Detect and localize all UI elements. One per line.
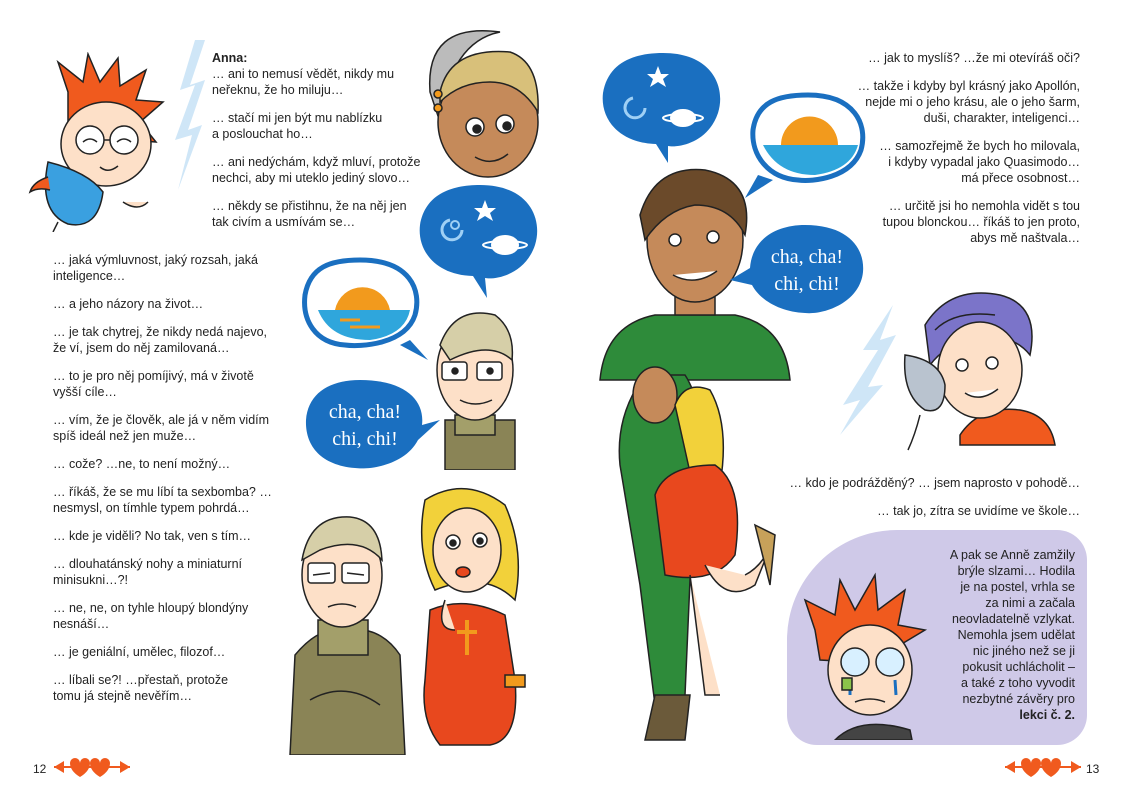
anna-column-dialogue <box>53 252 293 716</box>
dialogue-line: … někdy se přistihnu, že na něj jen tak civím a usmívám se… <box>212 199 407 229</box>
lightning-icon <box>170 40 210 190</box>
dialogue-line: … líbali se?! …přestaň, protože tomu já stejně nevěřím… <box>53 673 229 703</box>
dialogue-line: … to je pro něj pomíjivý, má v životě vyšší cíle… <box>53 369 254 399</box>
dialogue-line: … vím, že je člověk, ale já v něm vidím spíš ideál než jen muže… <box>53 413 270 443</box>
grumpy-man-illustration <box>280 505 410 755</box>
dialogue-line: … určitě jsi ho nemohla vidět s tou tupou blonckou… říkáš to jen proto, abys mě naštvala… <box>882 199 1080 245</box>
dialogue-line: … jak to myslíš? …že mi otevíráš oči? <box>868 51 1080 65</box>
bubble-line-1: cha, cha! <box>328 401 402 423</box>
speaker-name: Anna: <box>212 51 248 65</box>
dialogue-line: … stačí mi jen být mu nablízku a poslouchat ho… <box>212 111 383 141</box>
sunset-thought-bubble <box>300 255 430 365</box>
narration-body: A pak se Anně zamžily brýle slzami… Hodila je na postel, vrhla se za nimi a začala neovladatelně vzlykat. Nemohla jsem udělat nic jiného než se ji pokusit uchlácholit – a také z toho vyvodit nezbytné závěry pro <box>949 548 1075 706</box>
blonde-woman-illustration <box>395 480 535 750</box>
page-number-right: 13 <box>1086 762 1100 776</box>
dialogue-line: … je geniální, umělec, filozof… <box>53 645 226 659</box>
lightning-icon <box>838 305 898 435</box>
bubble-line-2: chi, chi! <box>774 273 840 295</box>
dialogue-line: … a jeho názory na život… <box>53 297 204 311</box>
girl-on-phone-illustration <box>900 285 1060 455</box>
galaxy-thought-bubble <box>415 180 545 300</box>
laughing-speech-bubble <box>300 375 440 475</box>
dialogue-line: … ani nedýchám, když mluví, protože nechci, aby mi uteklo jediný slovo… <box>212 155 421 185</box>
dialogue-line: … takže i kdyby byl krásný jako Apollón, nejde mi o jeho krásu, ale o jeho šarm, duši, charakter, inteligenci… <box>857 79 1080 125</box>
bubble-line-2: chi, chi! <box>332 428 398 450</box>
dialogue-line: … říkáš, že se mu líbí ta sexbomba? … nesmysl, on tímhle typem pohrdá… <box>53 485 272 515</box>
bubble-line-1: cha, cha! <box>770 246 844 268</box>
dialogue-line: … kdo je podrážděný? … jsem naprosto v pohodě… <box>789 476 1080 490</box>
galaxy-thought-bubble <box>598 48 728 163</box>
lesson-reference: lekci č. 2. <box>1019 708 1075 722</box>
dialogue-line: … samozřejmě že bych ho milovala, i kdyby vypadal jako Quasimodo… má přece osobnost… <box>879 139 1080 185</box>
anna-right-top-dialogue <box>830 50 1080 258</box>
anna-right-mid-dialogue <box>780 475 1080 531</box>
dialogue-line: … tak jo, zítra se uvidíme ve škole… <box>877 504 1080 518</box>
hearts-ornament-icon <box>1003 755 1083 779</box>
dialogue-line: … cože? …ne, to není možný… <box>53 457 231 471</box>
anna-top-dialogue <box>212 50 422 242</box>
dialogue-line: … je tak chytrej, že nikdy nedá najevo, že ví, jsem do něj zamilovaná… <box>53 325 268 355</box>
anna-phone-illustration <box>28 52 178 232</box>
dialogue-line: … kde je viděli? No tak, ven s tím… <box>53 529 251 543</box>
friend-face-illustration <box>410 22 545 187</box>
dialogue-line: … ne, ne, on tyhle hloupý blondýny nesnáší… <box>53 601 249 631</box>
hearts-ornament-icon <box>52 755 132 779</box>
dialogue-line: … ani to nemusí vědět, nikdy mu neřeknu, že ho miluju… <box>212 67 395 97</box>
page-number-left: 12 <box>33 762 47 776</box>
dialogue-line: … jaká výmluvnost, jaký rozsah, jaká inteligence… <box>53 253 258 283</box>
narration-text <box>905 547 1075 723</box>
dialogue-line: … dlouhatánský nohy a miniaturní minisukni…?! <box>53 557 242 587</box>
